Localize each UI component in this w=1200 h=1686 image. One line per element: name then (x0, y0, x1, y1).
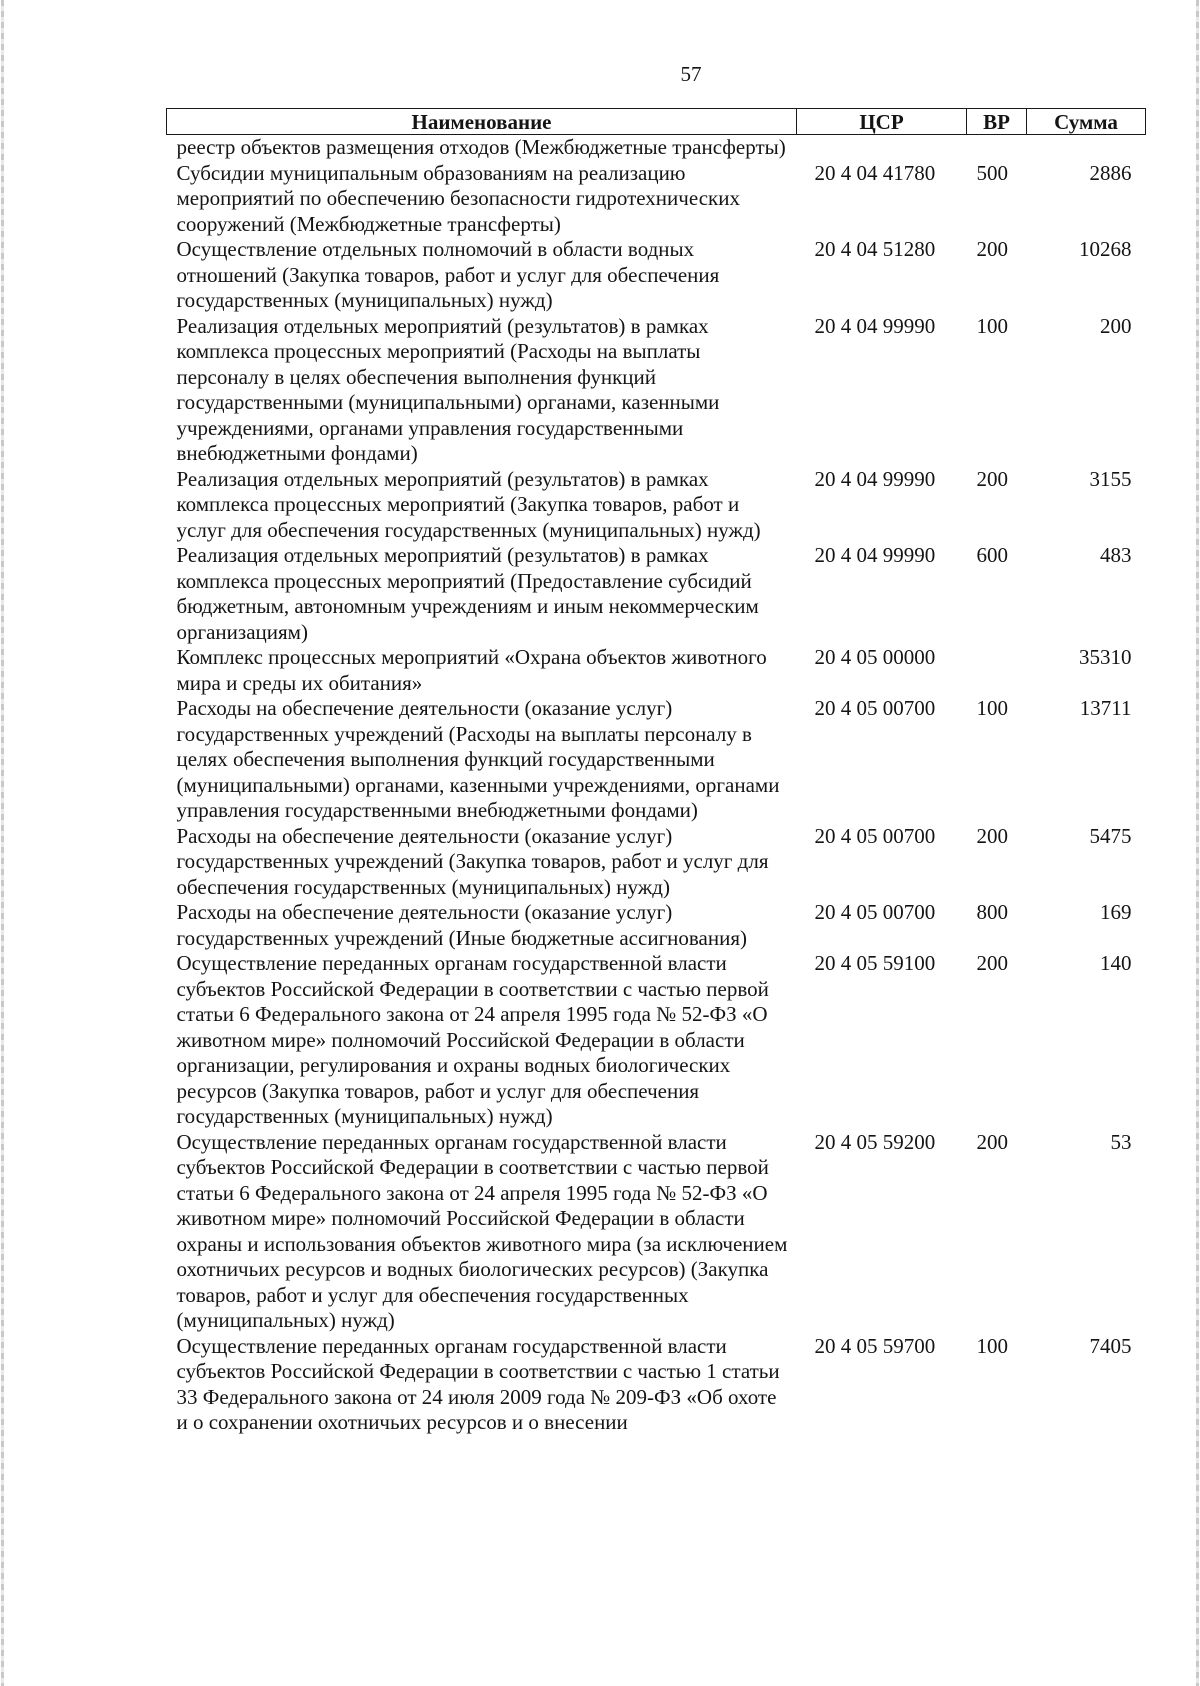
row-csr: 20 4 05 00700 (814, 696, 936, 720)
row-csr: 20 4 04 51280 (814, 237, 936, 261)
row-csr (797, 135, 967, 161)
row-name: Комплекс процессных мероприятий «Охрана объектов животного мира и среды их обитания» (176, 645, 767, 695)
row-sum: 169 (1100, 900, 1132, 924)
row-sum: 35310 (1079, 645, 1132, 669)
row-name: Субсидии муниципальным образованиям на реализацию мероприятий по обеспечению безопасности гидротехнических сооружений (Межбюджетные трансферты) (176, 160, 740, 236)
table-row (167, 696, 1146, 824)
row-name: реестр объектов размещения отходов (Межбюджетные трансферты) (176, 135, 786, 159)
row-vr: 200 (976, 466, 1008, 491)
header-name: Наименование (167, 109, 797, 135)
row-vr: 500 (976, 160, 1008, 185)
row-sum: 140 (1100, 951, 1132, 975)
row-vr: 200 (976, 1129, 1008, 1154)
row-name: Расходы на обеспечение деятельности (оказание услуг) государственных учреждений (Закупка товаров, работ и услуг для обеспечения государственных (муниципальных) нужд) (176, 823, 769, 899)
row-csr: 20 4 05 00700 (814, 823, 936, 848)
header-csr: ЦСР (797, 109, 967, 135)
row-name: Реализация отдельных мероприятий (результатов) в рамках комплекса процессных мероприятий (Расходы на выплаты персоналу в целях обеспечения выполнения функций государственными (муниципальными) органами, казенными учреждениями, органами управления государственными внебюджетными фондами) (176, 313, 720, 465)
row-name: Осуществление отдельных полномочий в области водных отношений (Закупка товаров, работ и услуг для обеспечения государственных (муниципальных) нужд) (176, 237, 720, 312)
row-csr: 20 4 05 59200 (814, 1129, 936, 1154)
row-vr: 100 (976, 1333, 1008, 1358)
table-row (167, 824, 1146, 901)
row-csr: 20 4 04 99990 (814, 466, 936, 491)
row-vr: 200 (976, 951, 1008, 975)
row-vr (967, 135, 1027, 161)
row-sum: 3155 (1089, 466, 1132, 491)
header-sum: Сумма (1027, 109, 1146, 135)
row-csr: 20 4 05 59700 (814, 1333, 936, 1358)
row-csr: 20 4 04 41780 (814, 160, 936, 185)
row-vr: 100 (976, 313, 1008, 338)
table-row (167, 161, 1146, 238)
table-header-row (167, 109, 1146, 135)
row-sum: 200 (1100, 313, 1132, 338)
row-vr: 800 (976, 900, 1008, 924)
header-vr: ВР (967, 109, 1027, 135)
row-csr: 20 4 04 99990 (814, 313, 936, 338)
table-row (167, 543, 1146, 645)
table-row (167, 1130, 1146, 1334)
table-row (167, 237, 1146, 314)
row-name: Осуществление переданных органам государственной власти субъектов Российской Федерации в соответствии с частью первой статьи 6 Федерального закона от 24 апреля 1995 года № 52-ФЗ «О животном мире» полномочий Российской Федерации в области охраны и использования объектов животного мира (за исключением охотничьих ресурсов и водных биологических ресурсов) (Закупка товаров, работ и услуг для обеспечения государственных (муниципальных) нужд) (176, 1129, 788, 1332)
row-sum (1027, 135, 1146, 161)
row-name: Реализация отдельных мероприятий (результатов) в рамках комплекса процессных мероприятий (Закупка товаров, работ и услуг для обеспечения государственных (муниципальных) нужд) (176, 466, 761, 542)
row-csr: 20 4 05 00000 (814, 645, 936, 669)
row-name: Реализация отдельных мероприятий (результатов) в рамках комплекса процессных мероприятий (Предоставление субсидий бюджетным, автономным учреждениям и иным некоммерческим организациям) (176, 543, 759, 644)
row-sum: 7405 (1089, 1333, 1132, 1358)
table-row (167, 900, 1146, 951)
page-number: 57 (680, 62, 702, 86)
budget-table (166, 108, 1146, 1436)
row-csr: 20 4 04 99990 (814, 543, 936, 567)
table-row (167, 951, 1146, 1130)
row-name: Осуществление переданных органам государственной власти субъектов Российской Федерации в соответствии с частью первой статьи 6 Федерального закона от 24 апреля 1995 года № 52-ФЗ «О животном мире» полномочий Российской Федерации в области организации, регулирования и охраны водных биологических ресурсов (Закупка товаров, работ и услуг для обеспечения государственных (муниципальных) нужд) (176, 951, 769, 1128)
row-vr: 200 (976, 823, 1008, 848)
row-name: Осуществление переданных органам государственной власти субъектов Российской Федерации в соответствии с частью 1 статьи 33 Федерального закона от 24 июля 2009 года № 209-ФЗ «Об охоте и о сохранении охотничьих ресурсов и о внесении (176, 1333, 780, 1434)
table-row (167, 135, 1146, 161)
table-row (167, 1334, 1146, 1436)
row-sum: 5475 (1089, 823, 1132, 848)
table-row (167, 645, 1146, 696)
row-vr: 100 (976, 696, 1008, 720)
row-vr: 200 (976, 237, 1008, 261)
row-csr: 20 4 05 59100 (814, 951, 936, 975)
row-sum: 10268 (1079, 237, 1132, 261)
row-name: Расходы на обеспечение деятельности (оказание услуг) государственных учреждений (Иные бюджетные ассигнования) (176, 900, 748, 950)
table-row (167, 314, 1146, 467)
table-row (167, 467, 1146, 544)
row-csr: 20 4 05 00700 (814, 900, 936, 924)
row-sum: 483 (1100, 543, 1132, 567)
scan-edge-left (1, 0, 4, 1686)
row-sum: 2886 (1089, 160, 1132, 185)
row-vr (967, 645, 1027, 696)
row-vr: 600 (976, 543, 1008, 567)
row-sum: 53 (1110, 1129, 1132, 1154)
row-sum: 13711 (1079, 696, 1132, 720)
row-name: Расходы на обеспечение деятельности (оказание услуг) государственных учреждений (Расходы на выплаты персоналу в целях обеспечения выполнения функций государственными (муниципальными) органами, казенными учреждениями, органами управления государственными внебюджетными фондами) (176, 696, 780, 822)
scan-edge-right (1196, 0, 1199, 1686)
